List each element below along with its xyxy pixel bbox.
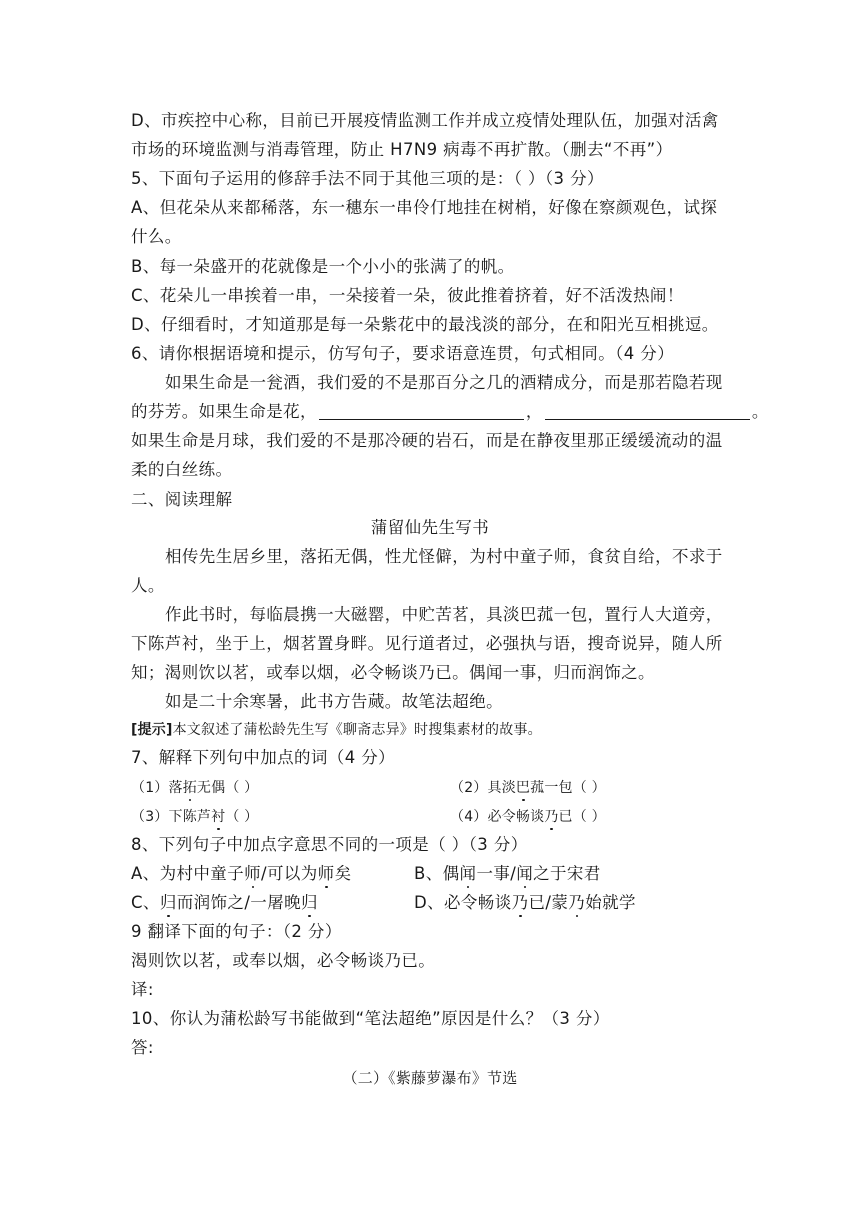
hint-text: 本文叙述了蒲松龄先生写《聊斋志异》时搜集素材的故事。	[172, 722, 542, 738]
q7-item-4	[450, 806, 606, 828]
option-d-line-2: 市场的环境监测与消毒管理，防止 H7N9 病毒不再扩散。（删去“不再”）	[131, 140, 673, 159]
q8-c-part: 而润饰之/一屠晚	[176, 893, 301, 912]
q7-item-3	[131, 806, 258, 828]
question-7: 7、解释下列句中加点的词（4 分）	[131, 748, 396, 767]
q7-item-1-blank: 无偶（ ）	[196, 780, 259, 796]
q8-a-part: 矣	[334, 864, 352, 883]
passage-title: 蒲留仙先生写书	[370, 518, 490, 537]
q6-example-line-3: 如果生命是月球，我们爱的不是那冷硬的岩石，而是在静夜里那正缓缓流动的温	[131, 431, 723, 450]
q8-b-part: 一事/	[476, 864, 517, 883]
q6-answer-blank-1[interactable]	[319, 418, 524, 420]
q7-item-3-text: （3）下陈芦	[131, 809, 212, 825]
passage-para-2-line-1: 作此书时，每临晨携一大磁罂，中贮苦茗，具淡巴菰一包，置行人大道旁，	[165, 605, 723, 624]
question-9: 9 翻译下面的句子：（2 分）	[131, 922, 342, 941]
q8-d-part: D、必令畅谈	[414, 893, 512, 912]
q8-c-dotted-2: 归	[301, 893, 318, 912]
q6-prompt-text: 的芬芳。如果生命是花，	[131, 402, 317, 421]
q6-period: 。	[751, 402, 769, 421]
question-8: 8、下列句子中加点字意思不同的一项是（ ）（3 分）	[131, 835, 528, 854]
q8-option-d	[414, 892, 636, 914]
q6-answer-blank-2[interactable]	[545, 418, 750, 420]
q9-answer-label: 译:	[131, 980, 154, 999]
passage-para-1-line-2: 人。	[131, 576, 165, 595]
q5-option-a-line-2: 什么。	[131, 227, 182, 246]
q8-a-part: A、为村中童子	[131, 864, 245, 883]
q7-item-1	[131, 777, 258, 799]
q8-b-dotted-2: 闻	[516, 864, 534, 883]
question-6: 6、请你根据语境和提示，仿写句子，要求语意连贯，句式相同。（4 分）	[131, 344, 675, 363]
passage-para-1-line-1: 相传先生居乡里，落拓无偶，性尤怪僻，为村中童子师，食贫自给，不求于	[165, 547, 723, 566]
question-5: 5、下面句子运用的修辞手法不同于其他三项的是：（ ）（3 分）	[131, 169, 604, 188]
q5-option-c: C、花朵儿一串挨着一串，一朵接着一朵，彼此推着挤着，好不活泼热闹！	[131, 286, 684, 305]
q8-d-dotted-2: 乃	[568, 893, 586, 912]
section-2-title: （二）《紫藤萝瀑布》节选	[342, 1069, 518, 1087]
q7-item-2-dotted-char: 巴	[515, 780, 531, 796]
q8-c-part: C、	[131, 893, 160, 912]
q7-item-2-blank: 菰一包（ ）	[530, 780, 606, 796]
q8-a-part: /可以为	[261, 864, 318, 883]
q7-item-2-text: （2）具淡	[450, 780, 516, 796]
q5-option-d: D、仔细看时，才知道那是每一朵紫花中的最浅淡的部分，在和阳光互相挑逗。	[131, 315, 719, 334]
q8-d-dotted-1: 乃	[511, 893, 529, 912]
option-d-line-1: D、市疾控中心称，目前已开展疫情监测工作并成立疫情处理队伍，加强对活禽	[131, 111, 719, 130]
q10-answer-label: 答:	[131, 1038, 154, 1057]
question-10: 10、你认为蒲松龄写书能做到“笔法超绝”原因是什么？（3 分）	[131, 1009, 610, 1028]
q6-example-line-2	[131, 401, 769, 423]
q7-item-2	[450, 777, 606, 799]
passage-para-3: 如是二十余寒暑，此书方告蒇。故笔法超绝。	[165, 692, 503, 711]
section-heading: 二、阅读理解	[131, 490, 233, 509]
q8-a-dotted-2: 师	[317, 864, 335, 883]
q8-b-part: 之于宋君	[533, 864, 601, 883]
q7-item-4-blank: 已（ ）	[558, 809, 606, 825]
q8-option-b	[414, 863, 601, 885]
q8-d-part: 始就学	[585, 893, 636, 912]
q5-option-b: B、每一朵盛开的花就像是一个小小的张满了的帆。	[131, 257, 515, 276]
passage-para-2-line-2: 下陈芦衬，坐于上，烟茗置身畔。见行道者过，必强执与语，搜奇说异，随人所	[131, 634, 723, 653]
q5-option-a-line-1: A、但花朵从来都稀落，东一穗东一串伶仃地挂在树梢，好像在察颜观色，试探	[131, 198, 718, 217]
q7-item-1-dotted-char: 拓	[182, 780, 197, 796]
q8-b-part: B、偶	[414, 864, 460, 883]
q7-item-4-text: （4）必令畅谈	[450, 809, 545, 825]
q7-item-3-blank: （ ）	[225, 809, 259, 825]
q6-example-line-4: 柔的白丝练。	[131, 460, 233, 479]
q8-option-a	[131, 863, 351, 885]
q8-b-dotted-1: 闻	[459, 864, 477, 883]
q6-example-line-1: 如果生命是一瓮酒，我们爱的不是那百分之几的酒精成分，而是那若隐若现	[165, 373, 723, 392]
q8-a-dotted-1: 师	[244, 864, 261, 883]
passage-para-2-line-3: 知；渴则饮以茗，或奉以烟，必令畅谈乃已。偶闻一事，归而润饰之。	[131, 663, 655, 682]
q7-item-4-dotted-char: 乃	[544, 809, 559, 825]
q7-item-3-dotted-char: 衬	[211, 809, 226, 825]
q9-sentence: 渴则饮以茗，或奉以烟，必令畅谈乃已。	[131, 951, 436, 970]
hint-label: [提示]	[131, 722, 173, 738]
q8-option-c	[131, 892, 318, 914]
hint-line	[131, 719, 542, 741]
q8-c-dotted-1: 归	[159, 893, 177, 912]
q7-item-1-text: （1）落	[131, 780, 183, 796]
q8-d-part: 已/蒙	[528, 893, 569, 912]
q6-comma: ，	[525, 402, 543, 421]
